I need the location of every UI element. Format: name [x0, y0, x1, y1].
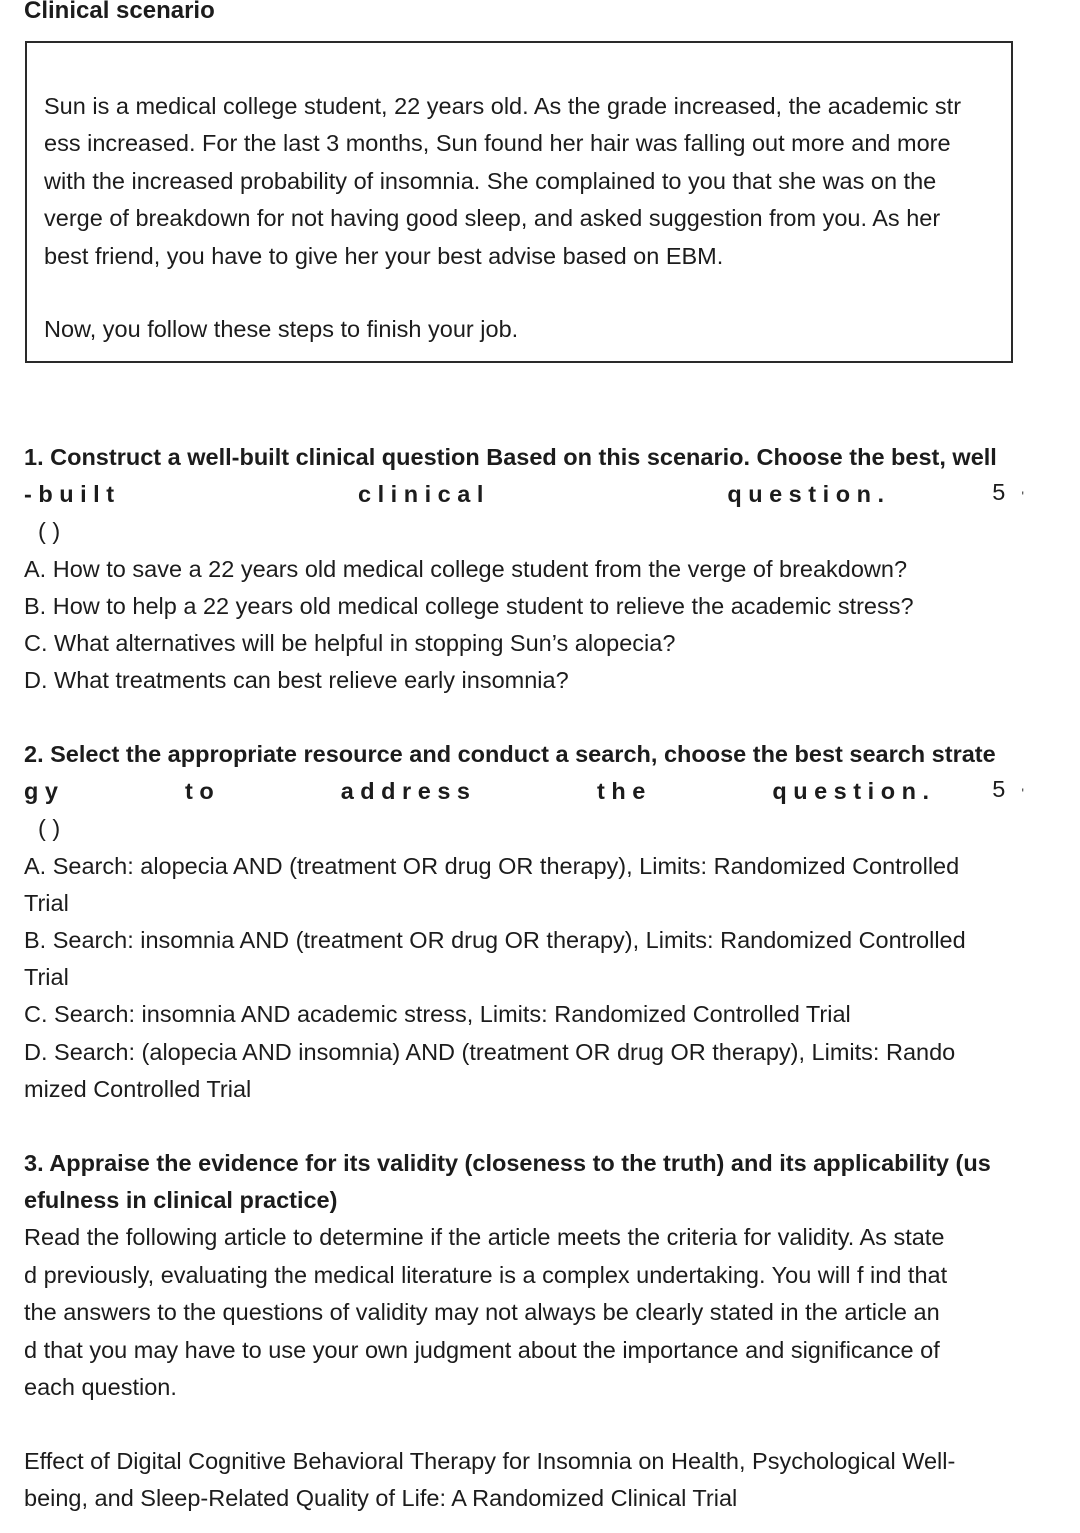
question-1-option-c: C. What alternatives will be helpful in stopping Sun’s alopecia? — [24, 630, 676, 656]
question-1-option-a: A. How to save a 22 years old medical college student from the verge of breakdown? — [24, 555, 908, 582]
article-section — [24, 1443, 1024, 1518]
question-2-points-mark: ' — [1021, 785, 1024, 802]
question-2-option-a: A. Search: alopecia AND (treatment OR drug OR therapy), Limits: Randomized Controlled Trial — [24, 852, 960, 916]
question-3-heading: 3. Appraise the evidence for its validity (closeness to the truth) and its applicability (us efulness in clinical practice) — [24, 1150, 991, 1214]
question-3 — [24, 1145, 1024, 1406]
question-1-heading-continued — [24, 476, 1024, 513]
question-2-word: t o — [184, 778, 214, 805]
question-2-option-b: B. Search: insomnia AND (treatment OR drug OR therapy), Limits: Randomized Controlled Trial — [24, 927, 966, 991]
question-2-word: a d d r e s s — [340, 778, 470, 805]
scenario-instruction: Now, you follow these steps to finish your job. — [44, 316, 519, 342]
question-2 — [24, 736, 1024, 1108]
scenario-box — [25, 41, 1013, 363]
article-title: Effect of Digital Cognitive Behavioral Therapy for Insomnia on Health, Psychological Well- being, and Sleep-Related Quality of Life: A Randomized Clinical Trial — [24, 1448, 956, 1512]
question-1-heading: 1. Construct a well-built clinical question Based on this scenario. Choose the best, well — [24, 444, 997, 470]
question-2-word: t h e — [597, 778, 646, 805]
question-1-answer-blank[interactable]: ( ) — [38, 518, 61, 545]
question-2-heading-continued — [24, 773, 1024, 810]
question-1-word: c l i n i c a l — [358, 481, 484, 508]
question-1-option-b: B. How to help a 22 years old medical college student to relieve the academic stress? — [24, 592, 914, 619]
question-2-word: q u e s t i o n . — [772, 778, 929, 805]
question-2-answer-blank[interactable]: ( ) — [38, 815, 61, 842]
scenario-text: Sun is a medical college student, 22 years old. As the grade increased, the academic str ess increased. For the last 3 months, Sun found her hair was falling out more and more with the increased probability of insomnia. She complained to you that she was on the verge of breakdown for not having good sleep, and asked suggestion from you. As her best friend, you have to give her your best advise based on EBM. — [44, 93, 962, 269]
question-2-option-d: D. Search: (alopecia AND insomnia) AND (treatment OR drug OR therapy), Limits: Rando mized Controlled Trial — [24, 1038, 956, 1102]
question-1-points-mark: ' — [1021, 488, 1024, 505]
question-2-heading: 2. Select the appropriate resource and conduct a search, choose the best search strate — [24, 741, 996, 767]
question-2-word: g y — [24, 778, 58, 805]
question-2-option-c: C. Search: insomnia AND academic stress, Limits: Randomized Controlled Trial — [24, 1001, 851, 1028]
question-1-word: - b u i l t — [24, 481, 115, 508]
question-3-body: Read the following article to determine if the article meets the criteria for validity. As state d previously, evaluating the medical literature is a complex undertaking. You will f ind that the answers to the questions of validity may not always be clearly stated in the article an d that you may have to use your own judgment about the importance and significance of each question. — [24, 1224, 948, 1401]
question-1-option-d: D. What treatments can best relieve early insomnia? — [24, 667, 569, 694]
question-1-word: q u e s t i o n . — [727, 481, 884, 508]
question-2-points: 5 — [992, 776, 1006, 803]
question-1-points: 5 — [992, 479, 1006, 506]
page-title: Clinical scenario — [24, 0, 215, 24]
question-1 — [24, 439, 1024, 699]
